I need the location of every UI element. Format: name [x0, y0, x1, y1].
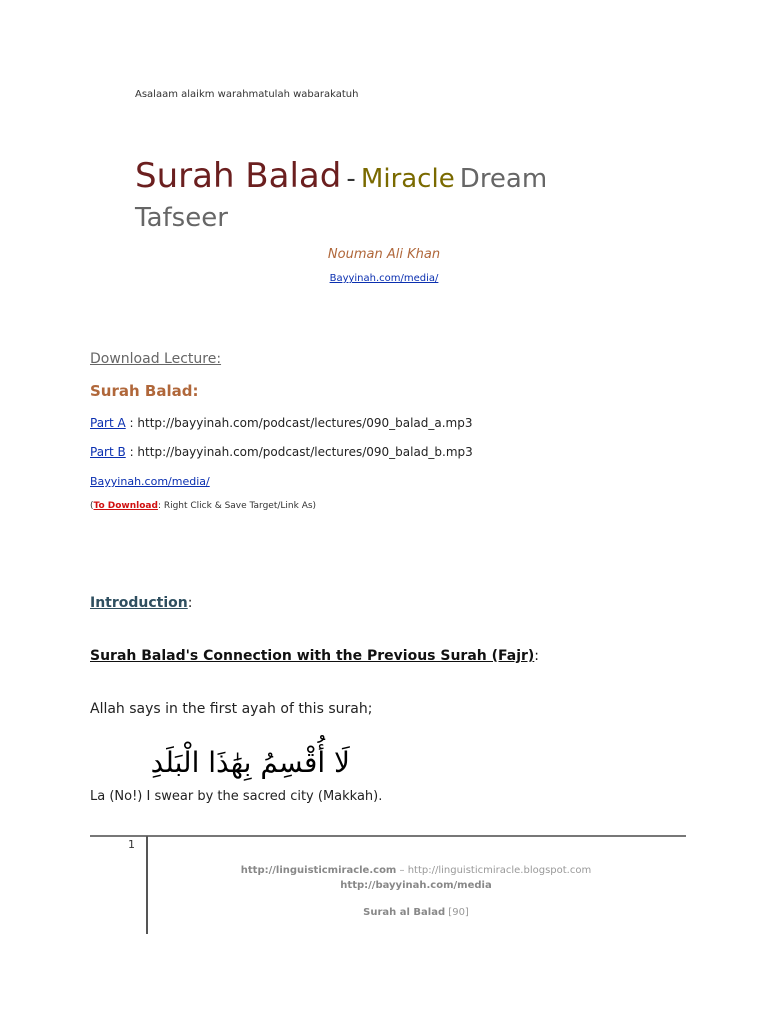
introduction-link[interactable]: Introduction [90, 595, 188, 611]
title-surah-balad: Surah Balad [135, 156, 342, 196]
footer-link-blogspot[interactable]: http://linguisticmiracle.blogspot.com [407, 865, 592, 876]
title-miracle: Miracle [360, 164, 455, 194]
introduction-heading [90, 595, 192, 611]
author-name: Nouman Ali Khan [327, 247, 441, 262]
title-dream: Dream [459, 164, 548, 194]
part-b-url: : http://bayyinah.com/podcast/lectures/090_balad_b.mp3 [129, 445, 473, 459]
footer-link-bayyinah[interactable]: http://bayyinah.com/media [340, 880, 492, 891]
part-b-link[interactable]: Part B [90, 445, 126, 459]
title-dash: - [346, 164, 356, 194]
bayyinah-media-link[interactable]: Bayyinah.com/media/ [90, 475, 210, 488]
footer-links-line [148, 865, 684, 876]
footer-bayyinah-line [148, 880, 684, 891]
connection-colon: : [534, 648, 540, 664]
footer-surah-number: [90] [445, 907, 469, 918]
download-note [90, 501, 316, 511]
title-tafseer: Tafseer [135, 203, 228, 233]
ayah-translation: La (No!) I swear by the sacred city (Makkah). [90, 789, 383, 804]
part-a-line [90, 416, 473, 430]
part-a-link[interactable]: Part A [90, 416, 126, 430]
ayah-intro-text: Allah says in the first ayah of this surah; [90, 701, 373, 717]
footer-divider [90, 835, 686, 837]
introduction-colon: : [187, 595, 193, 611]
note-rest: : Right Click & Save Target/Link As) [157, 501, 317, 511]
arabic-ayah: لَا أُقْسِمُ بِهَٰذَا الْبَلَدِ [150, 746, 350, 779]
connection-heading [90, 648, 539, 664]
part-b-line [90, 445, 473, 459]
surah-balad-heading: Surah Balad: [90, 382, 199, 400]
part-a-url: : http://bayyinah.com/podcast/lectures/090_balad_a.mp3 [125, 416, 473, 430]
note-open-paren: ( [90, 501, 94, 511]
footer-surah-line [148, 907, 684, 918]
connection-title: Surah Balad's Connection with the Previous Surah (Fajr) [90, 648, 535, 664]
download-lecture-heading: Download Lecture: [90, 351, 222, 367]
greeting-text: Asalaam alaikm warahmatulah wabarakatuh [135, 89, 359, 100]
page-number: 1 [128, 838, 135, 851]
footer-separator: – [396, 865, 408, 876]
page-title [135, 158, 655, 239]
footer-surah-name: Surah al Balad [363, 907, 446, 918]
bayyinah-media-link-header[interactable]: Bayyinah.com/media/ [329, 273, 439, 284]
to-download-link[interactable]: To Download [93, 501, 158, 511]
footer-link-linguisticmiracle[interactable]: http://linguisticmiracle.com [240, 865, 397, 876]
